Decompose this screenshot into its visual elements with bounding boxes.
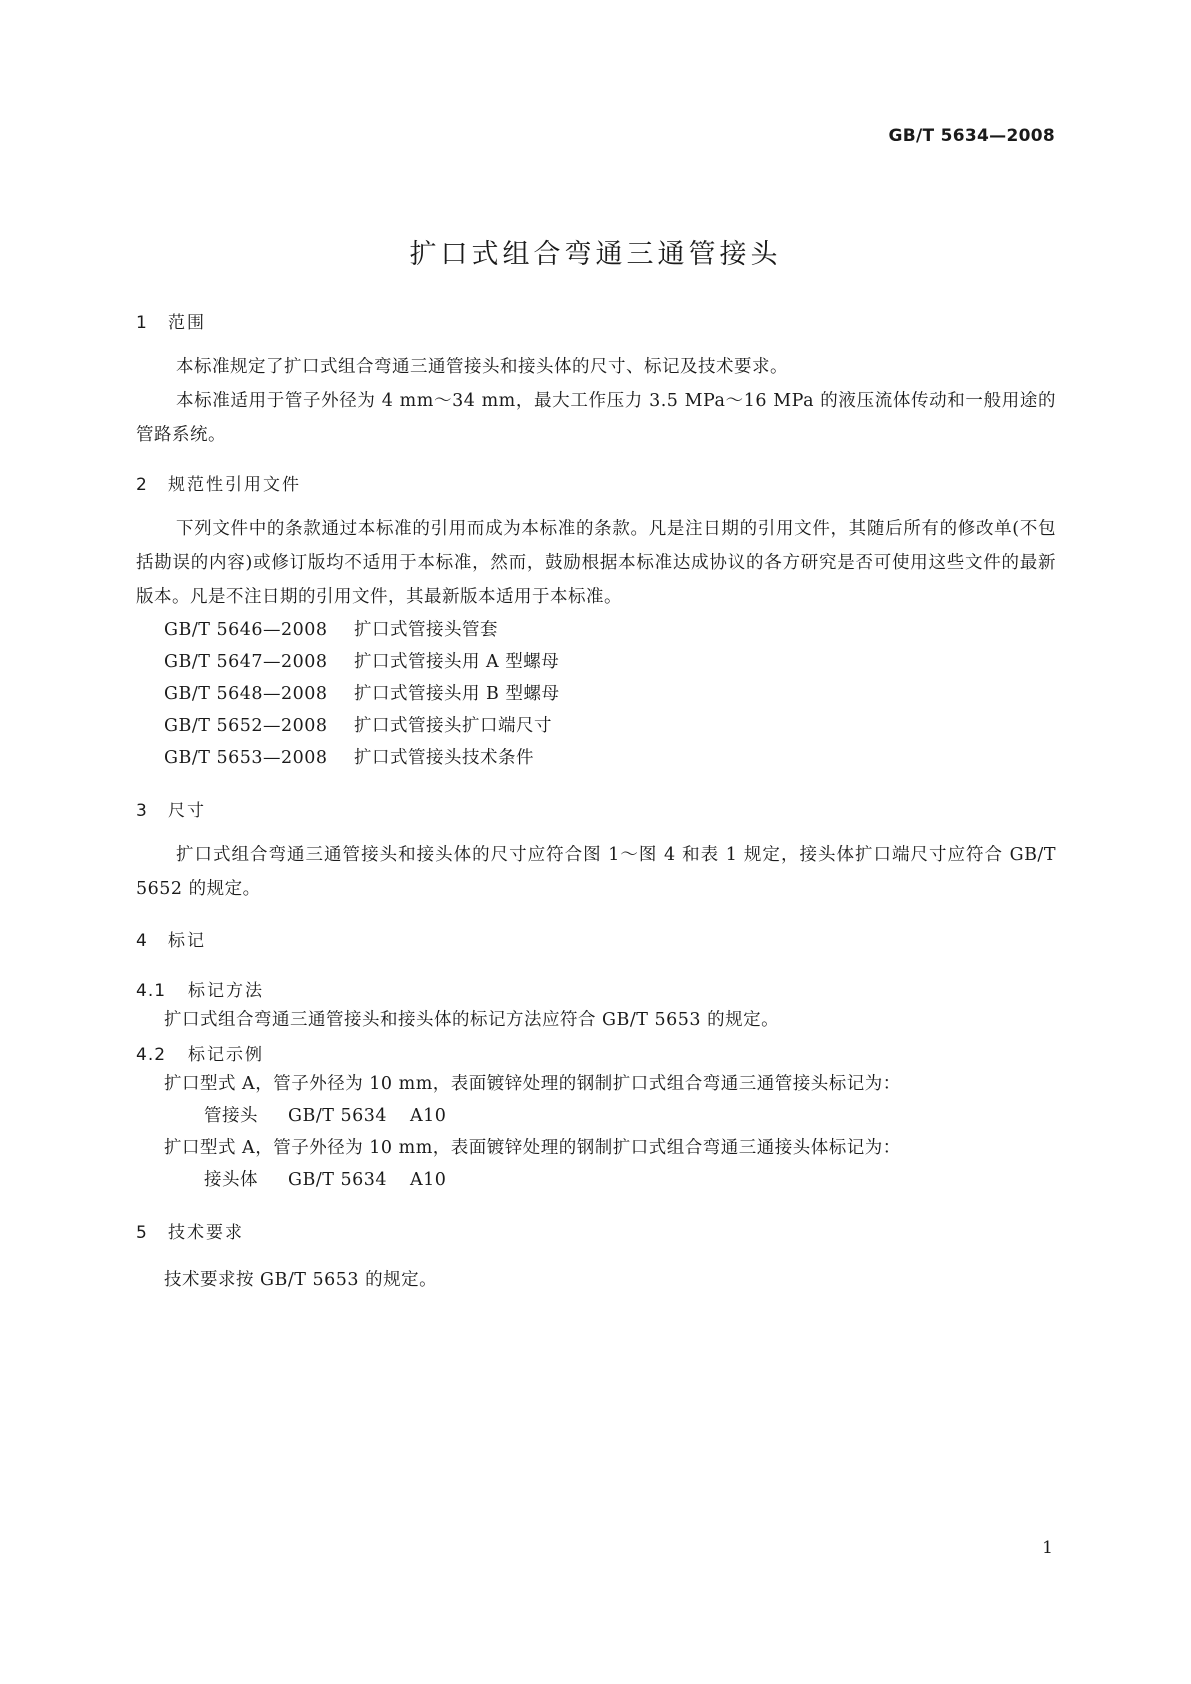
section-5-heading [136,1218,244,1243]
reference-code: GB/T 5648—2008 [164,684,328,704]
section-title: 技术要求 [168,1223,244,1243]
marking-example-2 [204,1166,446,1191]
section-2-paragraph-1: 下列文件中的条款通过本标准的引用而成为本标准的条款。凡是注日期的引用文件，其随后所有的修改单(不包括勘误的内容)或修订版均不适用于本标准，然而，鼓励根据本标准达成协议的各方研究是否可使用这些文件的最新版本。凡是不注日期的引用文件，其最新版本适用于本标准。 [136,519,1056,607]
section-3-heading [136,796,206,821]
marking-name: 管接头 [204,1106,258,1126]
section-title: 尺寸 [168,801,206,821]
section-2-heading [136,470,301,495]
subsection-number: 4.2 [136,1045,167,1065]
marking-example-2-text: 扩口型式 A，管子外径为 10 mm，表面镀锌处理的钢制扩口式组合弯通三通接头体标记为： [164,1138,901,1158]
page-number: 1 [1042,1538,1053,1558]
section-1-paragraph-2: 本标准适用于管子外径为 4 mm～34 mm，最大工作压力 3.5 MPa～16 MPa 的液压流体传动和一般用途的管路系统。 [136,391,1056,445]
reference-item [164,648,559,673]
marking-code: A10 [410,1170,447,1190]
subsection-title: 标记示例 [188,1045,264,1065]
reference-item [164,616,498,641]
section-4-1-heading [136,976,264,1001]
reference-code: GB/T 5653—2008 [164,748,328,768]
section-1-paragraph-1: 本标准规定了扩口式组合弯通三通管接头和接头体的尺寸、标记及技术要求。 [176,357,788,377]
marking-code: A10 [410,1106,447,1126]
reference-code: GB/T 5652—2008 [164,716,328,736]
section-title: 规范性引用文件 [168,475,301,495]
subsection-title: 标记方法 [188,981,264,1001]
reference-item [164,712,552,737]
reference-code: GB/T 5647—2008 [164,652,328,672]
marking-example-1-text: 扩口型式 A，管子外径为 10 mm，表面镀锌处理的钢制扩口式组合弯通三通管接头标记为： [164,1074,901,1094]
marking-example-1 [204,1102,446,1127]
section-number: 5 [136,1223,149,1243]
reference-code: GB/T 5646—2008 [164,620,328,640]
reference-title: 扩口式管接头用 B 型螺母 [354,684,560,704]
section-number: 1 [136,313,149,333]
reference-item [164,744,534,769]
section-1-heading [136,308,206,333]
section-number: 2 [136,475,149,495]
standard-code: GB/T 5634—2008 [888,126,1055,146]
section-title: 范围 [168,313,206,333]
marking-standard: GB/T 5634 [288,1106,388,1126]
section-number: 4 [136,931,149,951]
section-title: 标记 [168,931,206,951]
section-4-2-heading [136,1040,264,1065]
section-5-paragraph: 技术要求按 GB/T 5653 的规定。 [164,1270,438,1290]
reference-title: 扩口式管接头管套 [354,620,498,640]
document-title: 扩口式组合弯通三通管接头 [409,239,782,270]
subsection-number: 4.1 [136,981,167,1001]
section-number: 3 [136,801,149,821]
marking-name: 接头体 [204,1170,258,1190]
section-3-paragraph-1: 扩口式组合弯通三通管接头和接头体的尺寸应符合图 1～图 4 和表 1 规定，接头体扩口端尺寸应符合 GB/T 5652 的规定。 [136,845,1056,899]
reference-item [164,680,560,705]
reference-title: 扩口式管接头技术条件 [354,748,534,768]
reference-title: 扩口式管接头扩口端尺寸 [354,716,552,736]
section-4-heading [136,926,206,951]
marking-standard: GB/T 5634 [288,1170,388,1190]
reference-title: 扩口式管接头用 A 型螺母 [354,652,560,672]
section-4-1-paragraph: 扩口式组合弯通三通管接头和接头体的标记方法应符合 GB/T 5653 的规定。 [164,1010,780,1030]
